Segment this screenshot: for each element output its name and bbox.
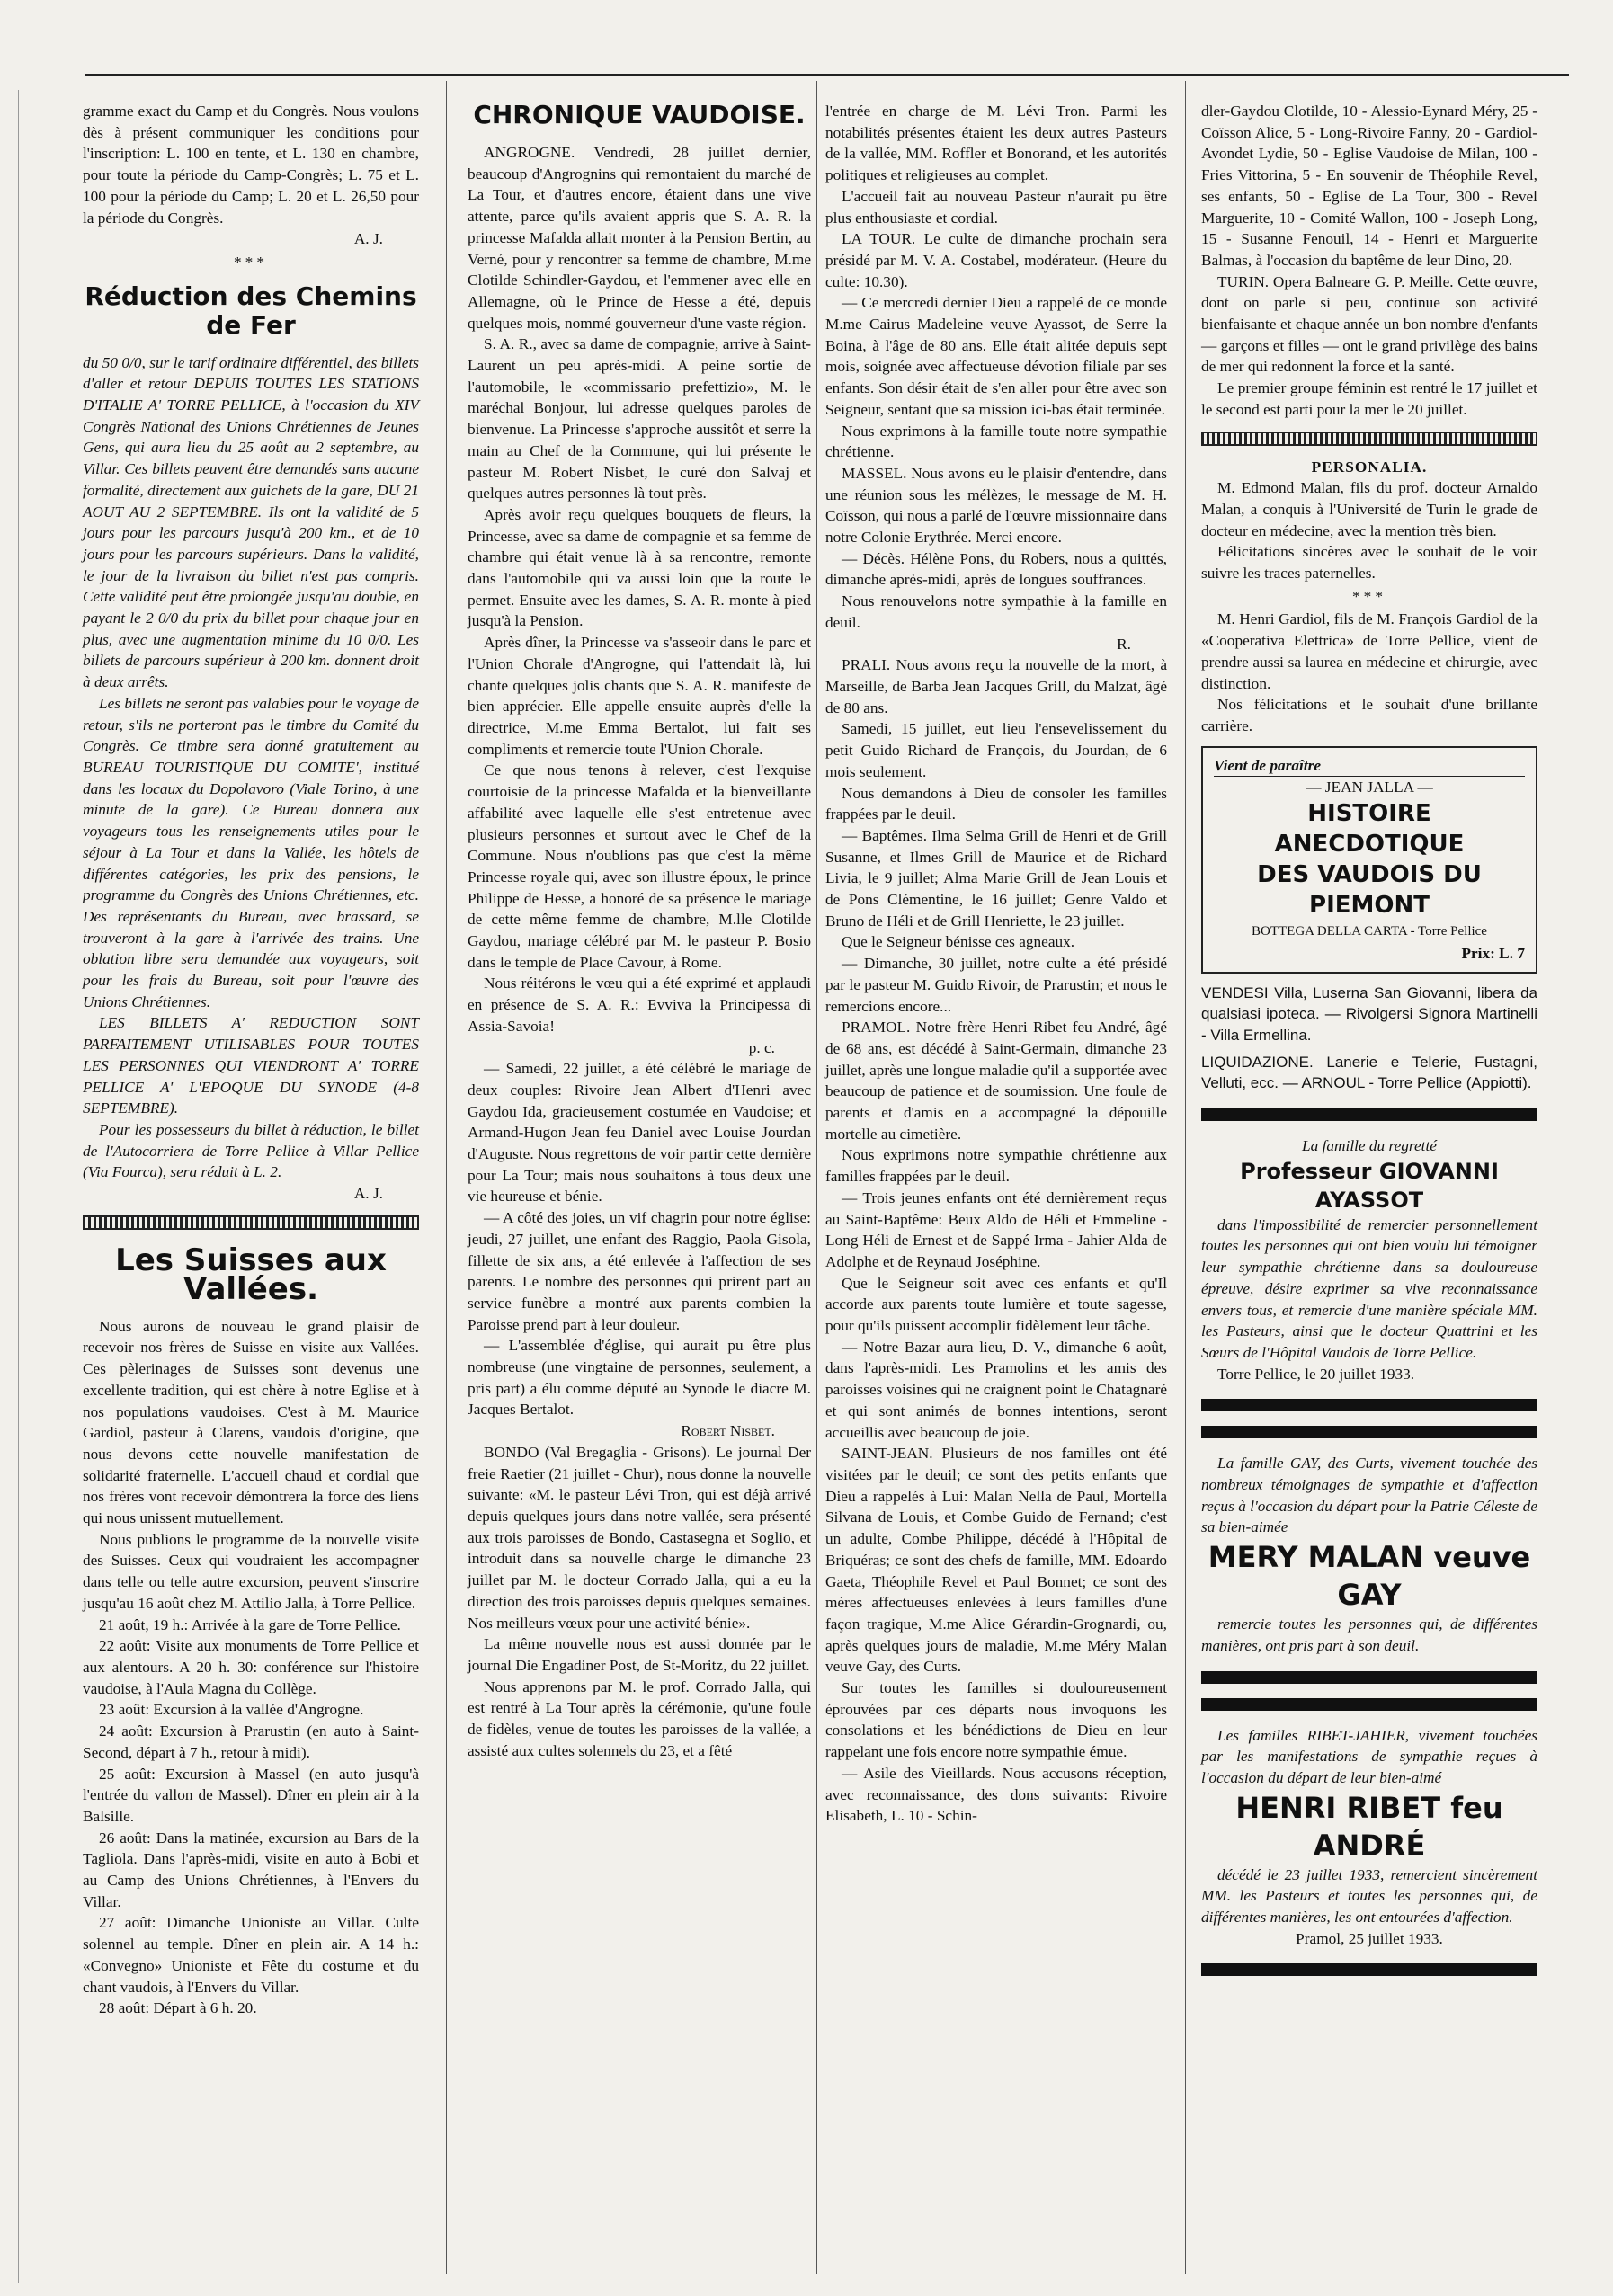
column-divider (446, 81, 447, 2274)
paragraph: gramme exact du Camp et du Congrès. Nous voulons dès à présent communiquer les conditions pour l'inscription: L. 100 en tente, et L. 130 en chambre, pour toute la période du Camp-Congrès; L. 75 et L. 100 pour la période du Camp; L. 20 et L. 26,50 pour la période du Congrès. (83, 102, 419, 227)
column-divider (1185, 81, 1186, 2274)
paragraph: Que le Seigneur bénisse ces agneaux. (842, 933, 1075, 951)
ad-shop: BOTTEGA DELLA CARTA - Torre Pellice (1214, 921, 1525, 943)
paragraph: — Trois jeunes enfants ont été dernièrement reçus au Saint-Baptême: Beux Aldo de Héli et Emmeline - Long Héli de Ernest et de Sappé Irma - Jahier Alda de Adolphe et de Reynaud Joséphine. (825, 1188, 1167, 1270)
paragraph: L'accueil fait au nouveau Pasteur n'aurait pu être plus enthousiaste et cordial. (825, 187, 1167, 227)
paragraph: dler-Gaydou Clotilde, 10 - Alessio-Eynard Méry, 25 - Coïsson Alice, 5 - Long-Rivoire Fanny, 20 - Gardiol-Avondet Lydie, 50 - Eglise Vaudoise de Milan, 100 - Fries Vittorina, 5 - En souvenir de Théophile Revel, ses enfants, 50 - Eglise de La Tour, 300 - Revel Marguerite, 10 - Comité Wallon, 100 - Joseph Long, 15 - Susanne Fenouil, 14 - Henri et Marguerite Balmas, à l'occasion du baptême de leur Dino, 20. (1201, 102, 1537, 269)
program-item: 27 août: Dimanche Unioniste au Villar. Culte solennel au temple. Dîner en plein air. A 14 h.: «Convegno» Unioniste et Fête du costume et du chant vaudois, à l'Envers du Villar. (83, 1914, 419, 1996)
paragraph: — Samedi, 22 juillet, a été célébré le mariage de deux couples: Rivoire Jean Albert d'Henri avec Gaydou Ida, gracieusement costumée en Vaudoise; et Armand-Hugon Jean feu Daniel avec Louise Jourdan d'Auguste. Nous regrettons de voir partir cette dernière pour La Tour; mais nous souhaitons à tous deux une vie heureuse et bénie. (468, 1060, 811, 1206)
signature: Robert Nisbet. (681, 1422, 775, 1440)
classified-ad: LIQUIDAZIONE. Lanerie e Telerie, Fustagni, Velluti, ecc. — ARNOUL - Torre Pellice (Appiotti). (1201, 1053, 1537, 1092)
paragraph: Nous réitérons le vœu qui a été exprimé et applaudi en présence de S. A. R.: Evviva la Principessa di Assia-Savoia! (468, 974, 811, 1035)
paragraph: — Ce mercredi dernier Dieu a rappelé de ce monde M.me Cairus Madeleine veuve Ayassot, de Serre la Boina, à l'âge de 80 ans. Elle était alitée depuis sept mois, soignée avec affectueuse dévotion filiale par ses enfants. Son désir était de s'en aller pour être avec son Seigneur, sentant que sa mission ici-bas était terminée. (825, 294, 1167, 418)
ad-author: — JEAN JALLA — (1306, 779, 1433, 796)
notice-text: remercie toutes les personnes qui, de différentes manières, ont pris part à son deuil. (1201, 1615, 1537, 1654)
program-item: 23 août: Excursion à la vallée d'Angrogne. (99, 1701, 364, 1719)
book-advertisement (1201, 746, 1537, 974)
paragraph: — A côté des joies, un vif chagrin pour notre église: jeudi, 27 juillet, une enfant des Raggio, Paola Gisola, fillette de six ans, a été enlevée à l'affection de ses parents. Le nombre des personnes qui prirent part au service funèbre a montré aux parents combien la Paroisse prend part à leur douleur. (468, 1209, 811, 1333)
notice-name: MERY MALAN veuve GAY (1208, 1540, 1531, 1613)
paragraph: Nos félicitations et le souhait d'une brillante carrière. (1201, 696, 1537, 734)
notice-border (1201, 1426, 1537, 1438)
notice-text: décédé le 23 juillet 1933, remercient sincèrement MM. les Pasteurs et toutes les personnes qui, de différentes manières, les ont entourées d'affection. (1201, 1865, 1537, 1927)
decorative-rule (1201, 432, 1537, 446)
notice-intro: La famille du regretté (1302, 1137, 1437, 1155)
notice-border (1201, 1963, 1537, 1976)
paragraph: Félicitations sincères avec le souhait de le voir suivre les traces paternelles. (1201, 543, 1537, 583)
paragraph: La même nouvelle nous est aussi donnée par le journal Die Engadiner Post, de St-Moritz, du 22 juillet. (468, 1635, 811, 1674)
signature: A. J. (353, 1185, 383, 1203)
column-3 (825, 101, 1167, 1827)
paragraph: — Baptêmes. Ilma Selma Grill de Henri et de Grill Susanne, et Ilmes Grill de Maurice et de Richard Livia, le 9 juillet; Alma Marie Grill de Jean Louis et de Pons Clémentine, le 16 juillet; Genre Valdo et Bruno de Héli et de Grill Henriette, le 23 juillet. (825, 826, 1167, 930)
paragraph: Ce que nous tenons à relever, c'est l'exquise courtoisie de la princesse Mafalda et la bienveillante affabilité avec laquelle elle s'est entretenue avec plusieurs personnes et surtout avec le Chef de la Commune. Nous n'oublions pas que c'est la même Princesse royale qui, avec son illustre époux, le prince Philippe de Hesse, a honoré de sa présence le mariage de cette même femme de chambre, M.lle Clotilde Gaydou, mariage célébré par M. le pasteur P. Bosio dans le temple de Place Cavour, à Rome. (468, 761, 811, 971)
top-rule (85, 74, 1569, 76)
program-item: 22 août: Visite aux monuments de Torre Pellice et aux alentours. A 20 h. 30: conférence sur l'histoire vaudoise, à l'Aula Magna du Collège. (83, 1637, 419, 1697)
paragraph: M. Edmond Malan, fils du prof. docteur Arnaldo Malan, a conquis à l'Université de Turin le grade de docteur en médecine, avec la mention très bien. (1201, 479, 1537, 539)
program-item: 21 août, 19 h.: Arrivée à la gare de Torre Pellice. (99, 1615, 401, 1633)
paragraph: MASSEL. Nous avons eu le plaisir d'entendre, dans une réunion sous les mélèzes, le message de M. H. Coïsson, qui nous a parlé de l'œuvre missionnaire dans notre Colonie Erythrée. Merci encore. (825, 464, 1167, 547)
paragraph: Nous exprimons à la famille toute notre sympathie chrétienne. (825, 422, 1167, 461)
paragraph: M. Henri Gardiol, fils de M. François Gardiol de la «Cooperativa Elettrica» de Torre Pellice, vient de prendre aussi sa laurea en médecine et chirurgie, avec distinction. (1201, 610, 1537, 692)
program-item: 26 août: Dans la matinée, excursion au Bars de la Tagliola. Dans l'après-midi, visite en auto à Bobi et au Camp des Unions Chrétiennes, à l'Envers du Villar. (83, 1829, 419, 1910)
paragraph: ANGROGNE. Vendredi, 28 juillet dernier, beaucoup d'Angrognins qui remontaient du marché de La Tour, et d'autres encore, étaient dans une vive attente, parce qu'ils avaient appris que S. A. R. la princesse Mafalda allait monter à la Pension Bertin, au Verné, pour y rencontrer sa femme de chambre, M.me Clotilde Schindler-Gaydou, et l'emmener avec elle en Allemagne, où le Prince de Hesse a été, depuis quelques mois, nommé gouverneur d'une vaste région. (468, 144, 811, 332)
notice-intro: La famille GAY, des Curts, vivement touchée des nombreux témoignages de sympathie et d'affection reçus à l'occasion du départ pour la Patrie Céleste de sa bien-aimée (1201, 1455, 1537, 1536)
paragraph: — Notre Bazar aura lieu, D. V., dimanche 6 août, dans l'après-midi. Les Pramolins et les amis des paroisses voisines qui ne craignent point le Chatagnaré et qui sont animés de bonnes intentions, seront accueillis avec beaucoup de joie. (825, 1338, 1167, 1441)
notice-border (1201, 1698, 1537, 1711)
paragraph: — Dimanche, 30 juillet, notre culte a été présidé par le pasteur M. Guido Rivoir, de Prarustin; et nous le remercions encore... (825, 955, 1167, 1015)
paragraph: Pour les possesseurs du billet à réduction, le billet de l'Autocorriera de Torre Pellice à Villar Pellice (Via Fourca), sera réduit à L. 2. (83, 1120, 419, 1181)
paragraph: Nous exprimons notre sympathie chrétienne aux familles frappées par le deuil. (825, 1146, 1167, 1186)
notice-date: Pramol, 25 juillet 1933. (1296, 1929, 1443, 1947)
article-title: Les Suisses aux Vallées. (115, 1241, 387, 1307)
signature: p. c. (748, 1038, 775, 1056)
notice-border (1201, 1108, 1537, 1121)
article-title: Réduction des Chemins de Fer (85, 280, 417, 340)
column-2 (468, 101, 811, 1761)
notice-name: HENRI RIBET feu ANDRÉ (1235, 1790, 1503, 1863)
program-item: 25 août: Excursion à Massel (en auto jusqu'à l'entrée du vallon de Massel). Dîner en plein air à la Balsille. (83, 1765, 419, 1825)
notice-intro: Les familles RIBET-JAHIER, vivement touchées par les manifestations de sympathie reçues à l'occasion du départ de leur bien-aimé (1201, 1726, 1537, 1786)
section-title: CHRONIQUE VAUDOISE. (473, 100, 806, 129)
program-item: 28 août: Départ à 6 h. 20. (99, 1999, 257, 2017)
column-4 (1201, 101, 1537, 1990)
column-1 (83, 101, 419, 2019)
paragraph: Nous publions le programme de la nouvelle visite des Suisses. Ceux qui voudraient les accompagner dans telle ou telle autre excursion, peuvent s'inscrire jusqu'au 16 août chez M. Attilio Jalla, à Torre Pellice. (83, 1530, 419, 1612)
paragraph: Après avoir reçu quelques bouquets de fleurs, la Princesse, avec sa dame de compagnie et sa femme de chambre qui était venue là à sa rencontre, remonte dans l'automobile qui va aussi loin que la route le permet. Ensuite avec les dames, S. A. R. monte à pied jusqu'à la Pension. (468, 505, 811, 630)
paragraph: Après dîner, la Princesse va s'asseoir dans le parc et l'Union Chorale d'Angrogne, qui l'attendait là, lui chante quelques jolis chants que S. A. R. manifeste de bien apprécier. Elle appelle ensuite auprès d'elle la directrice, M.me Emma Bertalot, lui fait ses compliments et remercie toute l'Union Chorale. (468, 634, 811, 758)
classified-ads (1201, 983, 1537, 1095)
paragraph: — L'assemblée d'église, qui aurait pu être plus nombreuse (une vingtaine de personnes, seulement, a pris part) a élu comme député au Synode le diacre M. Jacques Bertalot. (468, 1337, 811, 1419)
ad-book-title: HISTOIRE ANECDOTIQUE (1274, 800, 1465, 859)
signature: A. J. (353, 230, 383, 248)
paragraph: Nous apprenons par M. le prof. Corrado Jalla, qui est rentré à La Tour après la cérémonie, qu'une foule de fidèles, venue de toutes les paroisses de la vallée, a assisté aux cultes solennels du 23, et a fêté (468, 1678, 811, 1759)
notice-border (1201, 1399, 1537, 1411)
paragraph: SAINT-JEAN. Plusieurs de nos familles ont été visitées par le deuil; ce sont des petits enfants que Dieu a rappelés à Lui: Malan Nella de Paul, Mortella Silvana de Louis, et Combe Guido de Fernand; c'est un adulte, Combe Philippe, décédé à l'Hôpital de Briquéras; ce sont des chefs de famille, MM. Edoardo Gaeta, Théophile Revel et Paul Bonnet; ce sont des mères affectueuses enlevées à leurs familles d'une façon tragique, M.me Alice Gérardin-Grognardi, ou, après quelques jours de maladie, M.me Méry Malan veuve Gay, des Curts. (825, 1445, 1167, 1676)
notice-text: dans l'impossibilité de remercier personnellement toutes les personnes qui ont bien voulu lui témoigner leur sympathie chrétienne dans sa douloureuse épreuve, désire exprimer sa vive reconnaissance envers tous, et remercie d'une manière spéciale MM. les Pasteurs, ainsi que le docteur Quattrini et les Sœurs de l'Hôpital Vaudois de Torre Pellice. (1201, 1215, 1537, 1361)
paragraph: Nous renouvelons notre sympathie à la famille en deuil. (825, 592, 1167, 631)
paragraph: LES BILLETS A' REDUCTION SONT PARFAITEMENT UTILISABLES POUR TOUTES LES PERSONNES QUI VIENDRONT A' TORRE PELLICE A' L'EPOQUE DU SYNODE (4-8 SEPTEMBRE). (83, 1014, 419, 1117)
paragraph: BONDO (Val Bregaglia - Grisons). Le journal Der freie Raetier (21 juillet - Chur), nous donne la nouvelle suivante: «M. le pasteur Lévi Tron, qui est déjà arrivé depuis quelques jours dans notre vallée, sera présenté aux trois paroisses de Bondo, Castasegna et Soglio, et introduit dans sa nouvelle charge le dimanche 23 juillet par M. le docteur Corrado Jalla, qui a eu la direction des trois paroisses depuis quelques semaines. Nos meilleurs vœux pour une activité bénie». (468, 1443, 811, 1632)
paragraph: PRAMOL. Notre frère Henri Ribet feu André, âgé de 68 ans, est décédé à Saint-Germain, dimanche 23 juillet, après une longue maladie qu'il a supportée avec beaucoup de patience et de soumission. Une foule de parents et d'amis en a accompagné la dépouille mortelle au cimetière. (825, 1019, 1167, 1143)
paragraph: Sur toutes les familles si douloureusement éprouvées par ces départs nous invoquons les consolations et les bénédictions de Dieu en leur rappelant une fois encore notre sympathie émue. (825, 1679, 1167, 1761)
program-item: 24 août: Excursion à Prarustin (en auto à Saint-Second, départ à 7 h., retour à midi). (83, 1722, 419, 1761)
paragraph: S. A. R., avec sa dame de compagnie, arrive à Saint-Laurent un peu après-midi. A peine sortie de l'automobile, le «commissario prefettizio», M. le maréchal Bonjour, lui adresse quelques paroles de bienvenue. La Princesse s'approche aussitôt et serre la main au Chef de la Commune, qui lui présente le pasteur M. Robert Nisbet, le curé don Salvaj et quelques autres personnes là tout près. (468, 335, 811, 503)
notice-date: Torre Pellice, le 20 juillet 1933. (1217, 1365, 1415, 1383)
ad-book-title: DES VAUDOIS DU PIEMONT (1257, 861, 1482, 920)
decorative-rule (83, 1215, 419, 1230)
notice-name: Professeur GIOVANNI AYASSOT (1240, 1158, 1499, 1213)
paragraph: PRALI. Nous avons reçu la nouvelle de la mort, à Marseille, de Barba Jean Jacques Grill, du Malzat, âgé de 80 ans. (825, 656, 1167, 716)
paragraph: — Asile des Vieillards. Nous accusons réception, avec reconnaissance, des dons suivants: Rivoire Elisabeth, L. 10 - Schin- (825, 1764, 1167, 1825)
paragraph: Le premier groupe féminin est rentré le 17 juillet et le second est parti pour la mer le 20 juillet. (1201, 379, 1537, 418)
signature: R. (1117, 635, 1131, 653)
paragraph: Que le Seigneur soit avec ces enfants et qu'Il accorde aux parents toute lumière et toute sagesse, pour qu'ils puissent accomplir fidèlement leur tâche. (825, 1274, 1167, 1335)
paragraph: LA TOUR. Le culte de dimanche prochain sera présidé par M. V. A. Costabel, modérateur. (Heure du culte: 10.30). (825, 230, 1167, 290)
classified-ad: VENDESI Villa, Luserna San Giovanni, libera da qualsiasi ipoteca. — Rivolgersi Signora Martinelli - Villa Ermellina. (1201, 983, 1537, 1044)
paragraph: TURIN. Opera Balneare G. P. Meille. Cette œuvre, dont on parle si peu, continue son activité bienfaisante et chaque année un bon nombre d'enfants — garçons et filles — ont le grand privilège des bains de mer qui redonnent la force et la santé. (1201, 272, 1537, 376)
paragraph: Nous demandons à Dieu de consoler les familles frappées par le deuil. (825, 784, 1167, 823)
separator-stars: *** (1352, 587, 1386, 605)
separator-stars: *** (234, 253, 268, 271)
column-divider (816, 81, 817, 2274)
paragraph: Nous aurons de nouveau le grand plaisir de recevoir nos frères de Suisse en visite aux Vallées. Ces pèlerinages de Suisses sont devenus une excellente tradition, qui est chère à notre Eglise et à nos populations vaudoises. C'est à M. Maurice Gardiol, pasteur à Clarens, vaudois d'origine, que nous devons cette nouvelle manifestation de solidarité fraternelle. L'accueil chaud et cordial que nos frères vont recevoir démontrera la force des liens qui nous unissent mutuellement. (83, 1317, 419, 1527)
paragraph: l'entrée en charge de M. Lévi Tron. Parmi les notabilités présentes étaient les deux autres Pasteurs de la vallée, MM. Roffler et Bonorand, et les autorités politiques et religieuses au complet. (825, 102, 1167, 184)
paragraph: du 50 0/0, sur le tarif ordinaire différentiel, des billets d'aller et retour DEPUIS TOUTES LES STATIONS D'ITALIE A' TORRE PELLICE, à l'occasion du XIV Congrès National des Unions Chrétiennes de Jeunes Gens, qui aura lieu du 25 août au 2 septembre, au Villar. Ces billets peuvent être demandés sans aucune formalité, directement aux guichets de la gare, DU 21 AOUT AU 2 SEPTEMBRE. Ils ont la validité de 5 jours pour les parcours jusqu'à 200 km., et de 10 jours pour les parcours supérieurs. Dans la validité, le jour de la livraison du billet n'est pas compris. Cette validité peut être prolongée jusqu'au double, en payant le 2 0/0 du prix du billet pour chaque jour en plus, avec une augmentation minime du 10 0/0. Les billets de parcours supérieur à 200 km. donnent droit à deux arrêts. (83, 353, 419, 691)
section-title: PERSONALIA. (1311, 458, 1428, 476)
ad-header: Vient de paraître (1214, 755, 1525, 778)
ad-price: Prix: L. 7 (1461, 944, 1525, 962)
paragraph: — Décès. Hélène Pons, du Robers, nous a quittés, dimanche après-midi, après de longues souffrances. (825, 549, 1167, 589)
paragraph: Les billets ne seront pas valables pour le voyage de retour, s'ils ne porteront pas le timbre du Comité du Congrès. Ce timbre sera donné gratuitement au BUREAU TOURISTIQUE DU COMITE', institué dans les locaux du Dopolavoro (Viale Torino, à une minute de la gare). Ce Bureau donnera aux voyageurs tous les renseignements utiles pour le séjour à La Tour et dans la Vallée, les hôtels de différentes catégories, les prix des pensions, le programme du Congrès des Unions Chrétiennes, etc. Des représentants du Bureau, avec brassard, se trouveront à la gare à l'arrivée des trains. Une oblation libre sera demandée aux voyageurs, soit pour les frais du Bureau, soit pour l'œuvre des Unions Chrétiennes. (83, 694, 419, 1010)
paragraph: Samedi, 15 juillet, eut lieu l'ensevelissement du petit Guido Richard de François, du Jourdan, de 6 mois seulement. (825, 720, 1167, 780)
notice-border (1201, 1671, 1537, 1684)
adjacent-page-edge (0, 90, 19, 2283)
